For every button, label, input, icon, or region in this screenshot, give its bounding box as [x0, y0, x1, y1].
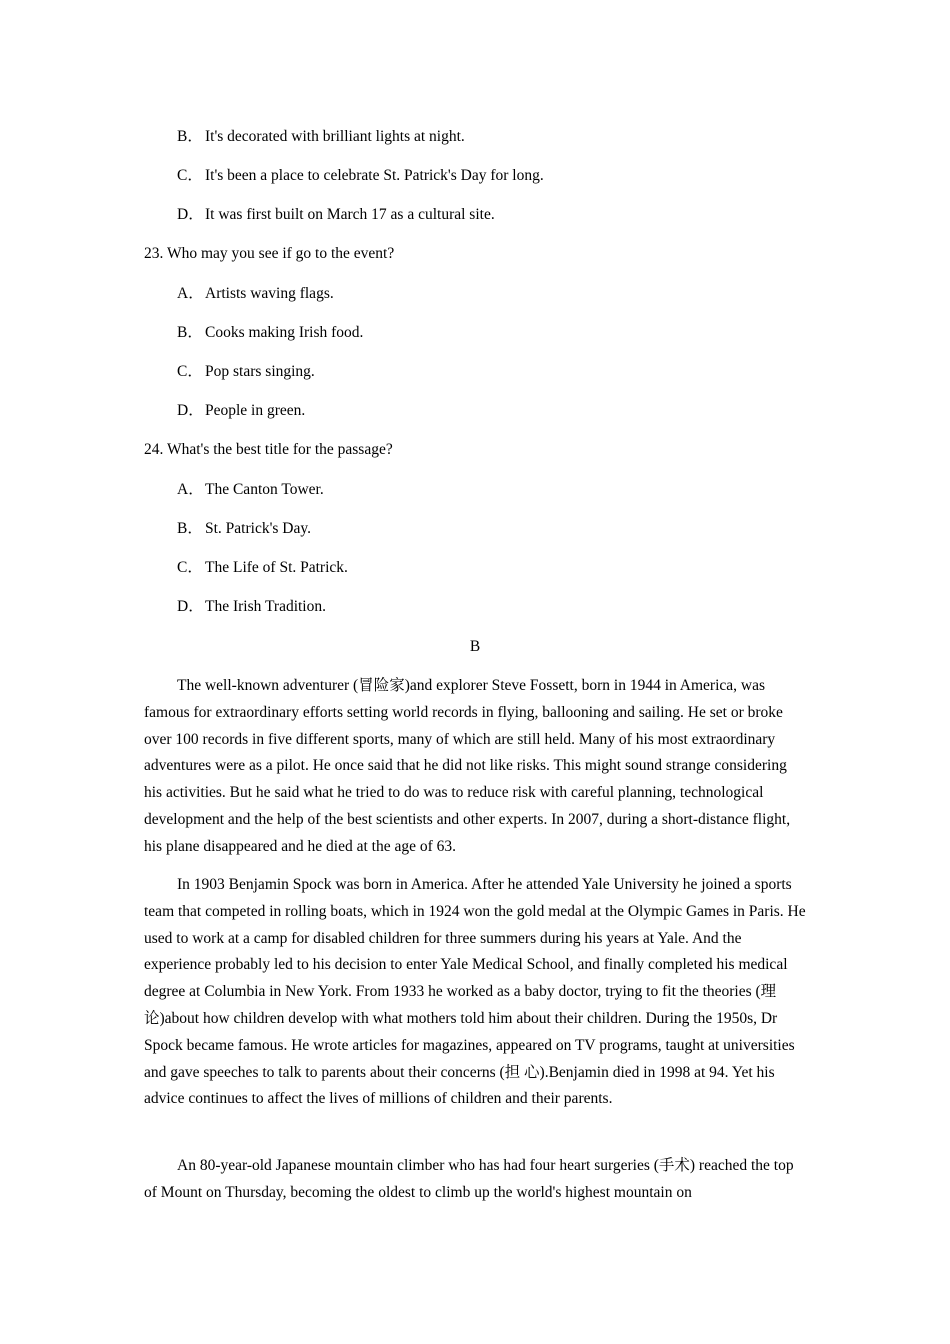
- option-letter: C．: [177, 167, 203, 184]
- q24-option-a: [177, 480, 324, 500]
- q24-option-c: [177, 558, 348, 578]
- q23-option-a: [177, 284, 334, 304]
- option-letter: B．: [177, 520, 203, 537]
- option-letter: A．: [177, 481, 204, 498]
- q22-option-c: [177, 166, 544, 186]
- q22-option-d: [177, 205, 495, 225]
- option-letter: D．: [177, 598, 204, 615]
- q23-question: 23. Who may you see if go to the event?: [144, 245, 395, 262]
- option-letter: A．: [177, 285, 204, 302]
- option-text: It was first built on March 17 as a cultural site.: [205, 206, 495, 223]
- option-text: Artists waving flags.: [205, 285, 334, 302]
- q24-option-b: [177, 519, 311, 539]
- q23-option-c: [177, 362, 315, 382]
- option-text: The Life of St. Patrick.: [205, 559, 348, 576]
- q23-option-d: [177, 401, 305, 421]
- paragraph-spock: In 1903 Benjamin Spock was born in America. After he attended Yale University he joined a sports team that competed in rolling boats, which in 1924 won the gold medal at the Olympic Games in Paris. He used to work at a camp for disabled children for three summers during his years at Yale. And the experience probably led to his decision to enter Yale Medical School, and finally completed his medical degree at Columbia in New York. From 1933 he worked as a baby doctor, trying to fit the theories (理论)about how children develop with what mothers told him about their children. During the 1950s, Dr Spock became famous. He wrote articles for magazines, appeared on TV programs, taught at universities and gave speeches to talk to parents about their concerns (担 心).Benjamin died in 1998 at 94. Yet his advice continues to affect the lives of millions of children and their parents.: [144, 876, 806, 1108]
- option-text: The Canton Tower.: [205, 481, 324, 498]
- option-letter: D．: [177, 402, 204, 419]
- paragraph-climber: An 80-year-old Japanese mountain climber who has had four heart surgeries (手术) reached the top of Mount on Thursday, becoming the oldest to climb up the world's highest mountain on: [144, 1157, 794, 1201]
- option-text: It's been a place to celebrate St. Patrick's Day for long.: [205, 167, 544, 184]
- option-letter: C．: [177, 559, 203, 576]
- option-text: The Irish Tradition.: [205, 598, 326, 615]
- q22-option-b: [177, 127, 465, 147]
- option-letter: C．: [177, 363, 203, 380]
- paragraph-fossett: The well-known adventurer (冒险家)and explorer Steve Fossett, born in 1944 in America, was famous for extraordinary efforts setting world records in flying, ballooning and sailing. He set or broke over 100 records in five different sports, many of which are still held. Many of his most extraordinary adventures were as a pilot. He once said that he did not like risks. This might sound strange considering his activities. But he said what he tried to do was to reduce risk with careful planning, technological development and the help of the best scientists and other experts. In 2007, during a short-distance flight, his plane disappeared and he died at the age of 63.: [144, 677, 791, 855]
- option-text: It's decorated with brilliant lights at night.: [205, 128, 465, 145]
- option-text: Pop stars singing.: [205, 363, 315, 380]
- option-text: People in green.: [205, 402, 306, 419]
- option-letter: B．: [177, 324, 203, 341]
- q23-option-b: [177, 323, 363, 343]
- q24-option-d: [177, 597, 326, 617]
- option-letter: D．: [177, 206, 204, 223]
- option-letter: B．: [177, 128, 203, 145]
- option-text: St. Patrick's Day.: [205, 520, 311, 537]
- option-text: Cooks making Irish food.: [205, 324, 364, 341]
- section-title: B: [469, 638, 481, 655]
- q24-question: 24. What's the best title for the passage?: [144, 441, 393, 458]
